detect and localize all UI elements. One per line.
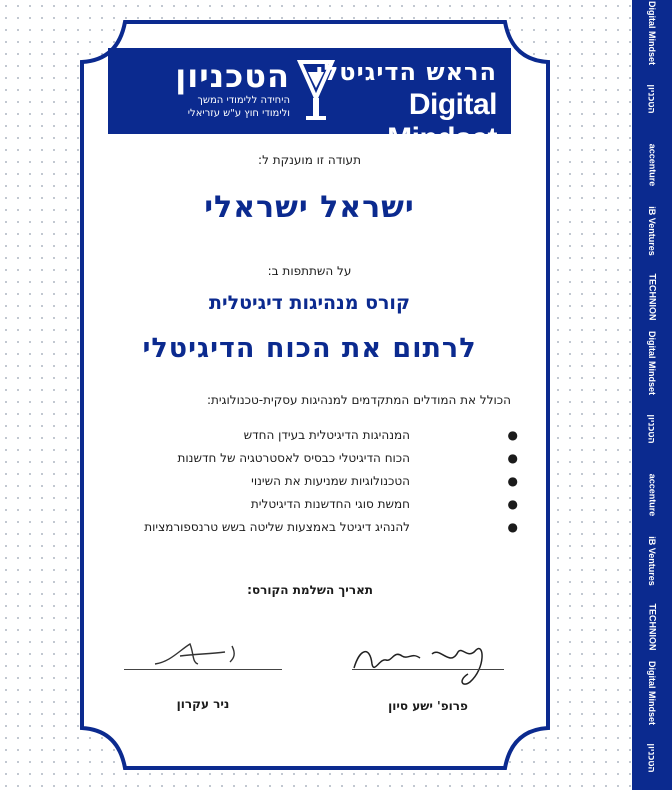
strip-item: הטכניון [647, 84, 657, 114]
program-brand [297, 58, 497, 156]
topics-list [108, 427, 518, 542]
topic-item [108, 519, 518, 536]
topic-text: המנהיגות הדיגיטלית בעידן החדש [243, 428, 410, 442]
signature-line-right [352, 669, 504, 670]
bullet-icon: ● [507, 428, 518, 442]
signature-line-left [124, 669, 282, 670]
topic-item [108, 427, 518, 444]
recipient-name: ישראל ישראלי [204, 190, 415, 225]
strip-item: TECHNION [647, 603, 657, 651]
topic-item [108, 473, 518, 490]
strip-item: Digital Mindset [647, 0, 658, 66]
signatory-name-right: פרופ' ישע סיון [388, 699, 468, 713]
signature-right-icon [350, 638, 500, 688]
bullet-icon: ● [507, 520, 518, 534]
program-title-english: Digital Mindset [387, 88, 497, 155]
topic-item [108, 450, 518, 467]
technion-brand [120, 58, 290, 120]
strip-item: iB Ventures [647, 206, 657, 256]
strip-item: TECHNION [647, 273, 657, 321]
strip-item: הטכניון [647, 414, 657, 444]
strip-item: iB Ventures [647, 536, 657, 586]
completion-date-label: תאריך השלמת הקורס: [247, 583, 373, 597]
topic-text: הכוח הדיגיטלי כבסיס לאסטרטגיה של חדשנות [177, 451, 410, 465]
signatory-name-left: ניר עקרון [176, 697, 230, 711]
topic-text: חמשת סוגי החדשנות הדיגיטלית [250, 497, 410, 511]
awarded-to-label: תעודה זו מוענקת ל: [258, 153, 361, 167]
strip-item: accenture [647, 473, 657, 517]
bullet-icon: ● [507, 451, 518, 465]
topic-text: הטכנולוגיות שמניעות את השינוי [251, 474, 410, 488]
includes-label: הכולל את המודלים המתקדמים למנהיגות עסקית-טכנולוגית: [206, 393, 511, 407]
bullet-icon: ● [507, 497, 518, 511]
strip-item: Digital Mindset [647, 660, 658, 726]
unit-line-1: היחידה ללימודי המשך [197, 95, 290, 106]
technion-name: הטכניון [175, 57, 290, 95]
strip-item: הטכניון [647, 743, 657, 773]
bullet-icon: ● [507, 474, 518, 488]
signature-left-icon [150, 636, 260, 672]
topic-item [108, 496, 518, 513]
strip-item: accenture [647, 143, 657, 187]
sponsor-strip [632, 0, 672, 790]
program-title-hebrew: הראש הדיגיטלי [315, 58, 497, 86]
header-banner [108, 48, 511, 155]
course-name: קורס מנהיגות דיגיטלית [209, 292, 410, 314]
course-title: לרתום את הכוח הדיגיטלי [142, 333, 477, 364]
unit-line-2: ולימודי חוץ ע"ש עזריאלי [187, 108, 290, 119]
participation-label: על השתתפות ב: [267, 264, 352, 278]
strip-item: Digital Mindset [647, 330, 658, 396]
topic-text: להנהיג דיגיטל באמצעות שליטה בשש טרנספורמציות [144, 520, 410, 534]
